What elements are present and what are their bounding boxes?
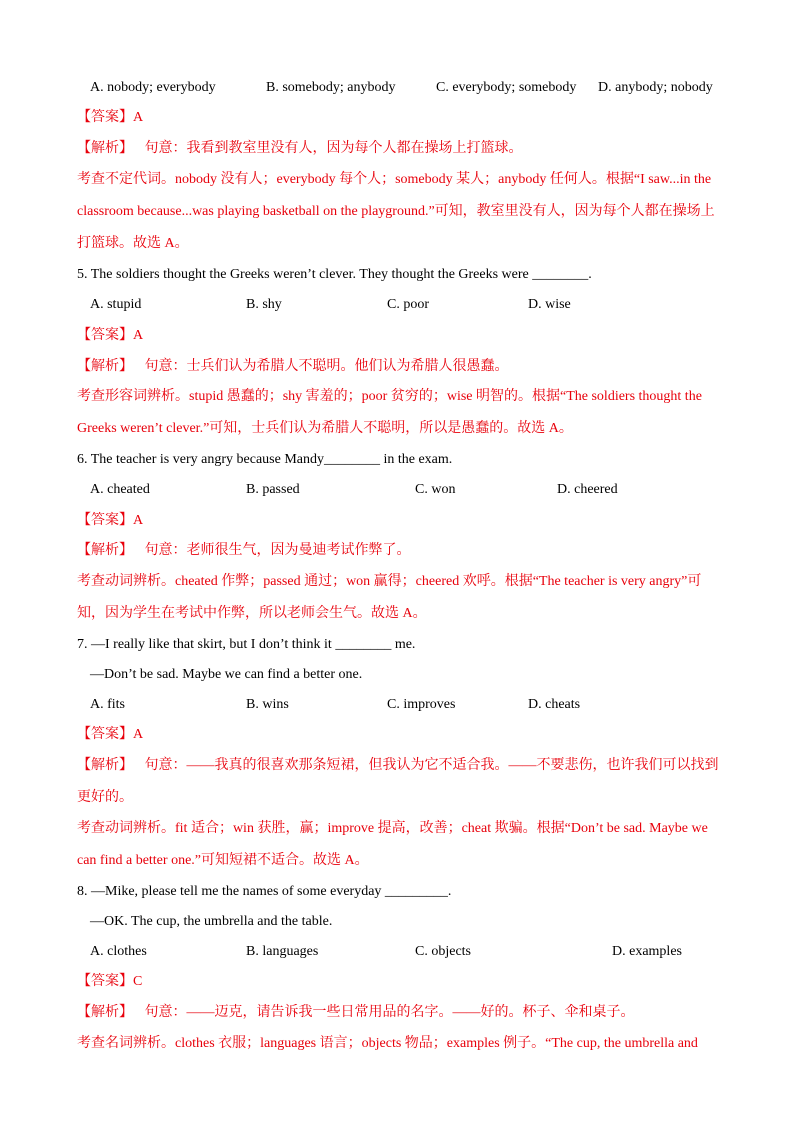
q4-answer: 【答案】A xyxy=(77,110,144,125)
q5-answer: 【答案】A xyxy=(77,328,144,343)
q4-explanation-line: classroom because...was playing basketball on the playground.”可知，教室里没有人，因为每个人都在操场上 xyxy=(77,204,715,219)
q6-option-d: D. cheered xyxy=(557,482,618,497)
q8-option-b: B. languages xyxy=(246,944,319,959)
q7-option-c: C. improves xyxy=(387,697,456,712)
q8-option-a: A. clothes xyxy=(90,944,147,959)
sentence-meaning: 句意：——迈克，请告诉我一些日常用品的名字。——好的。杯子、伞和桌子。 xyxy=(144,1005,635,1020)
sentence-meaning: 句意：我看到教室里没有人，因为每个人都在操场上打篮球。 xyxy=(144,141,523,156)
q7-option-b: B. wins xyxy=(246,697,289,712)
q6-option-b: B. passed xyxy=(246,482,300,497)
q6-explanation-line: 知，因为学生在考试中作弊，所以老师会生气。故选 A。 xyxy=(77,606,427,621)
q4-explanation-line: 打篮球。故选 A。 xyxy=(77,236,189,251)
analysis-label: 【解析】 xyxy=(77,543,133,558)
q7-option-d: D. cheats xyxy=(528,697,581,712)
q6-analysis xyxy=(77,542,411,560)
q5-option-b: B. shy xyxy=(246,297,282,312)
q6-option-c: C. won xyxy=(415,482,456,497)
q8-stem-reply: —OK. The cup, the umbrella and the table. xyxy=(90,914,333,929)
sentence-meaning: 句意：——我真的很喜欢那条短裙，但我认为它不适合我。——不要悲伤，也许我们可以找到 xyxy=(144,758,719,773)
analysis-label: 【解析】 xyxy=(77,758,133,773)
q8-explanation-line: 考查名词辨析。clothes 衣服；languages 语言；objects 物品；examples 例子。“The cup, the umbrella and xyxy=(77,1036,698,1051)
q4-option-a: A. nobody; everybody xyxy=(90,80,216,95)
q7-analysis xyxy=(77,757,719,775)
q7-answer: 【答案】A xyxy=(77,727,144,742)
q4-analysis xyxy=(77,140,523,158)
q6-explanation-line: 考查动词辨析。cheated 作弊；passed 通过；won 赢得；cheered 欢呼。根据“The teacher is very angry”可 xyxy=(77,574,702,589)
q7-analysis-continued: 更好的。 xyxy=(77,790,133,805)
q8-option-d: D. examples xyxy=(612,944,682,959)
q4-option-c: C. everybody; somebody xyxy=(436,80,577,95)
q6-stem: 6. The teacher is very angry because Mandy________ in the exam. xyxy=(77,452,453,467)
q4-explanation-line: 考查不定代词。nobody 没有人；everybody 每个人；somebody 某人；anybody 任何人。根据“I saw...in the xyxy=(77,172,712,187)
sentence-meaning: 句意：士兵们认为希腊人不聪明。他们认为希腊人很愚蠢。 xyxy=(144,359,509,374)
q5-explanation-line: 考查形容词辨析。stupid 愚蠢的；shy 害羞的；poor 贫穷的；wise 明智的。根据“The soldiers thought the xyxy=(77,389,702,404)
q7-option-a: A. fits xyxy=(90,697,125,712)
q7-explanation-line: can find a better one.”可知短裙不适合。故选 A。 xyxy=(77,853,369,868)
q4-option-d: D. anybody; nobody xyxy=(598,80,713,95)
analysis-label: 【解析】 xyxy=(77,141,133,156)
sentence-meaning: 句意：老师很生气，因为曼迪考试作弊了。 xyxy=(144,543,411,558)
analysis-label: 【解析】 xyxy=(77,359,133,374)
q5-option-c: C. poor xyxy=(387,297,429,312)
q5-option-d: D. wise xyxy=(528,297,571,312)
q6-answer: 【答案】A xyxy=(77,513,144,528)
q5-option-a: A. stupid xyxy=(90,297,142,312)
q4-option-b: B. somebody; anybody xyxy=(266,80,396,95)
q5-analysis xyxy=(77,358,509,376)
q8-stem: 8. —Mike, please tell me the names of some everyday _________. xyxy=(77,884,452,899)
q7-stem: 7. —I really like that skirt, but I don’t think it ________ me. xyxy=(77,637,416,652)
q5-explanation-line: Greeks weren’t clever.”可知，士兵们认为希腊人不聪明，所以是愚蠢的。故选 A。 xyxy=(77,421,573,436)
q8-answer: 【答案】C xyxy=(77,974,143,989)
q8-option-c: C. objects xyxy=(415,944,471,959)
analysis-label: 【解析】 xyxy=(77,1005,133,1020)
q8-analysis xyxy=(77,1004,635,1022)
q5-stem: 5. The soldiers thought the Greeks weren’t clever. They thought the Greeks were ________. xyxy=(77,267,592,282)
q6-option-a: A. cheated xyxy=(90,482,150,497)
q7-stem-reply: —Don’t be sad. Maybe we can find a better one. xyxy=(90,667,363,682)
q7-explanation-line: 考查动词辨析。fit 适合；win 获胜，赢；improve 提高，改善；cheat 欺骗。根据“Don’t be sad. Maybe we xyxy=(77,821,708,836)
